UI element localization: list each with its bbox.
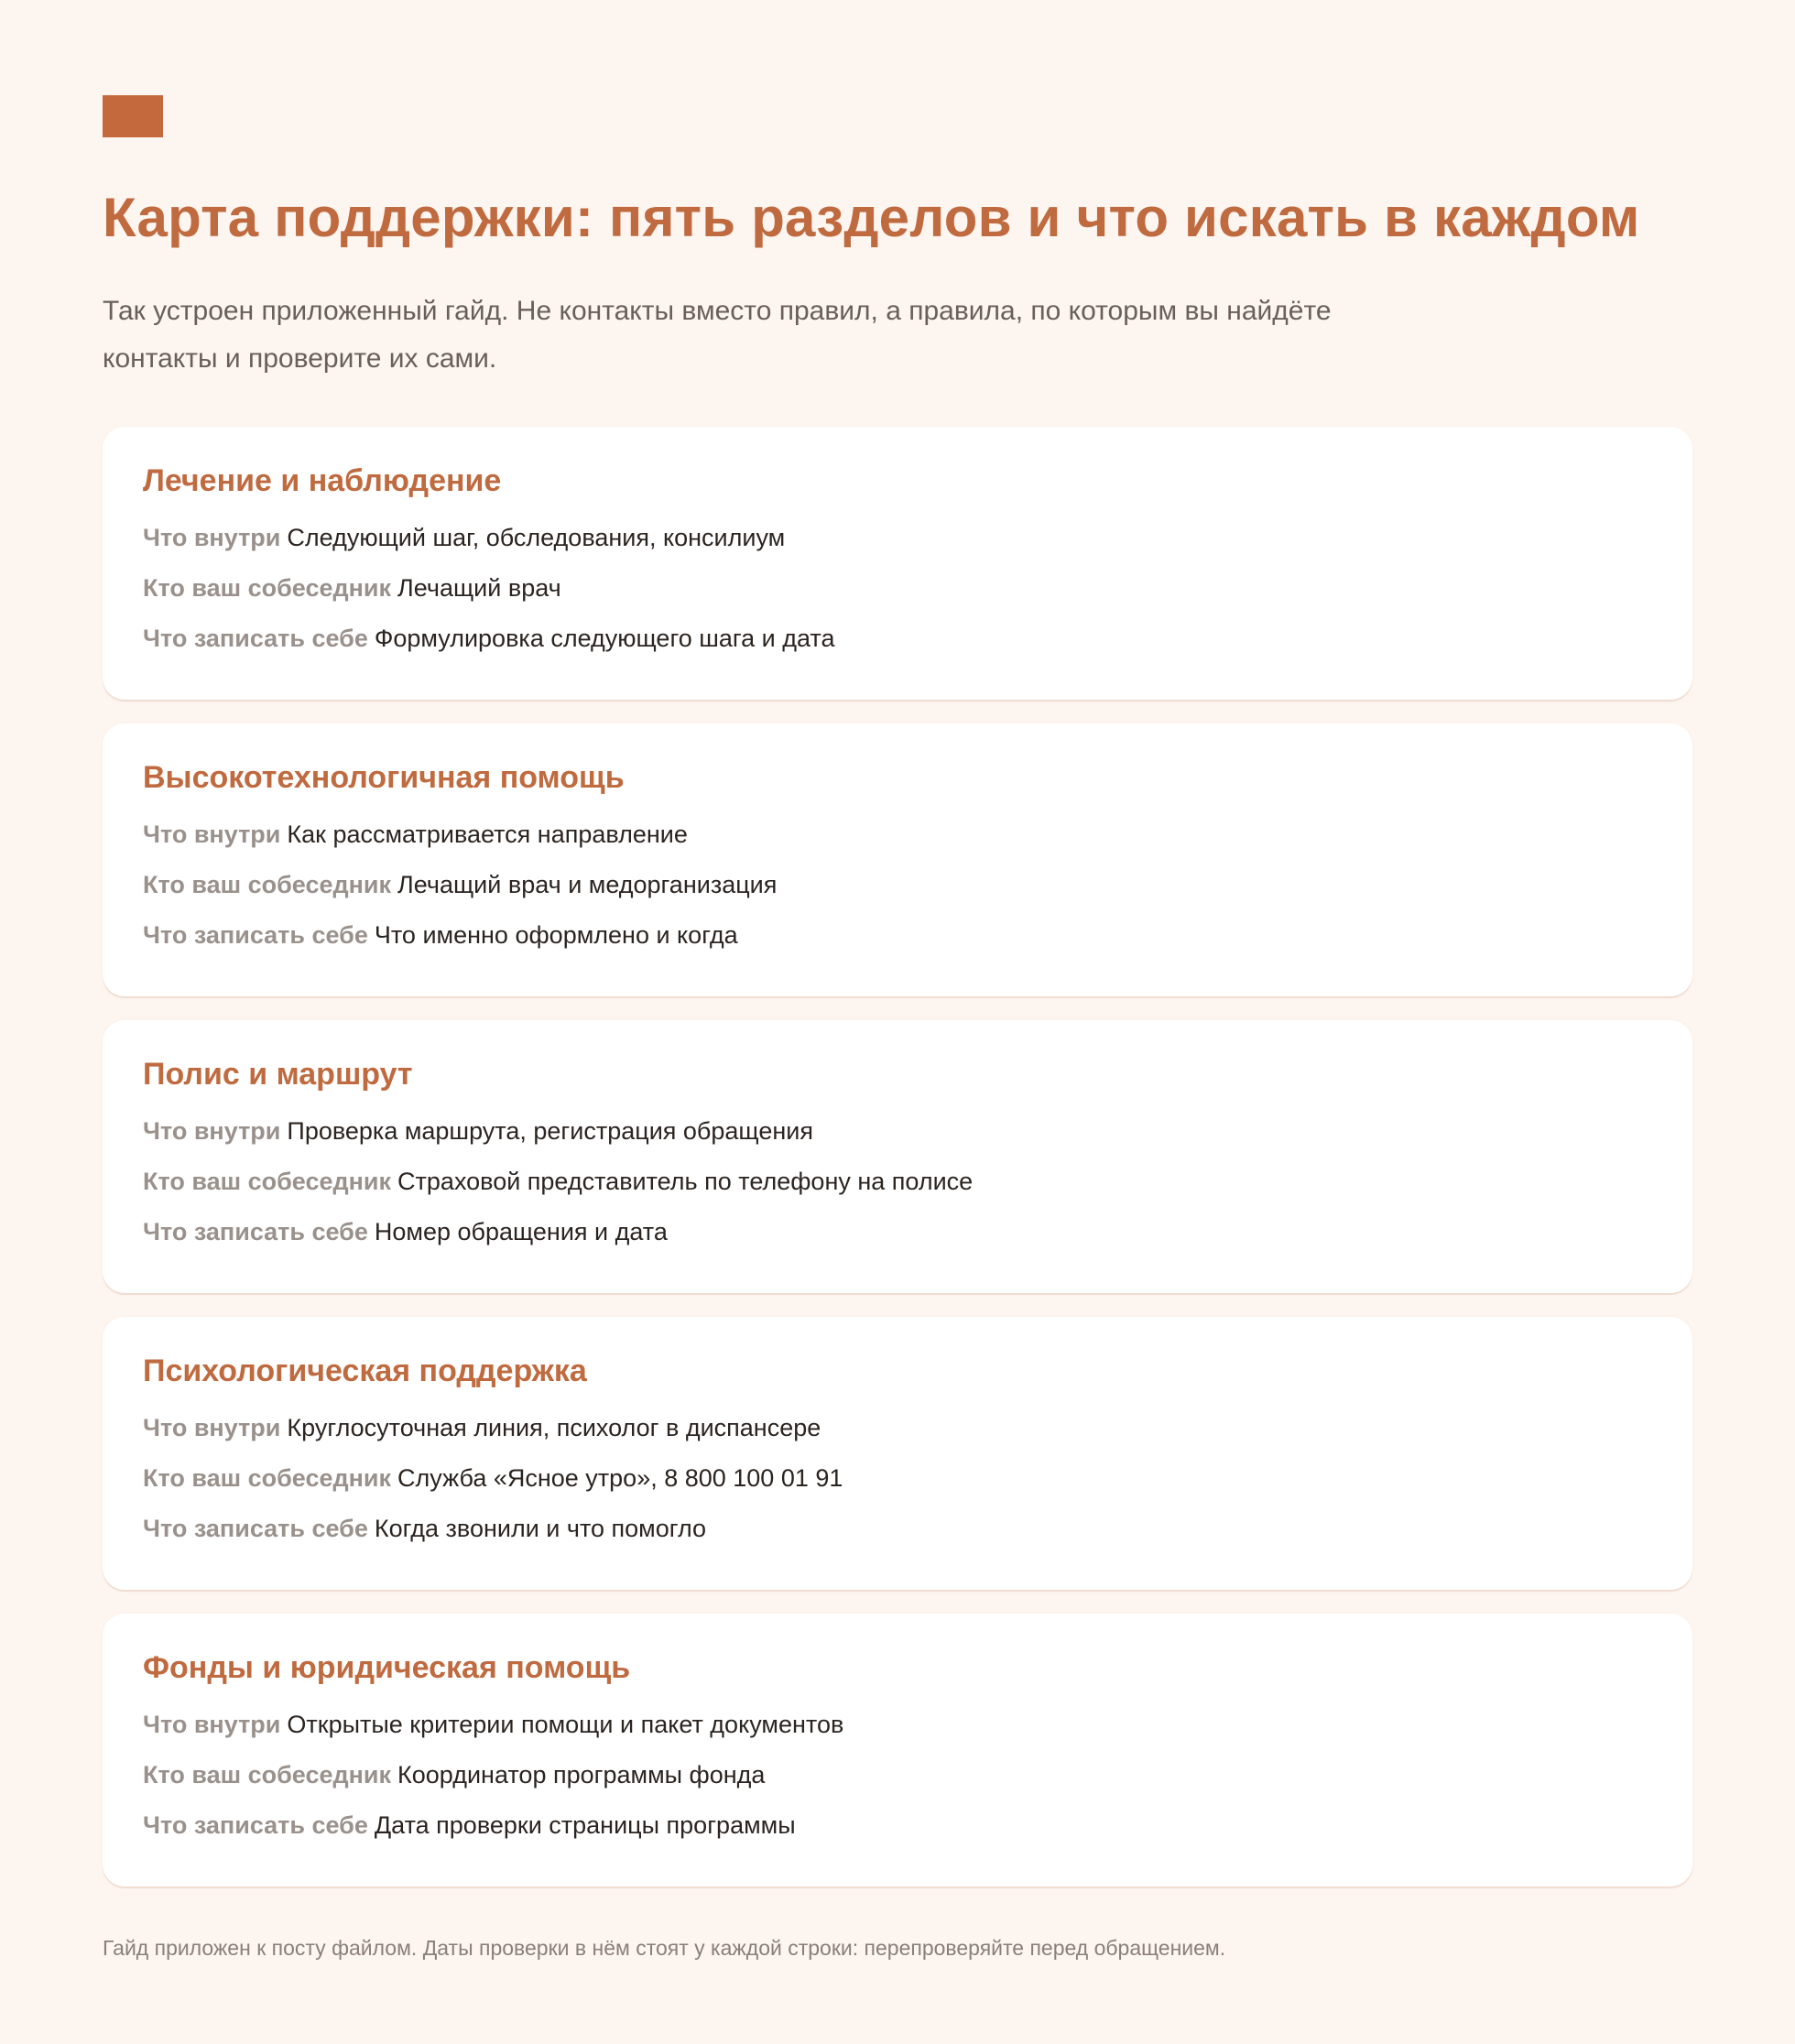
row-label: Что внутри [143,1711,281,1738]
row-contact [143,1453,1652,1504]
row-value: Что именно оформлено и когда [374,921,738,949]
row-label: Кто ваш собеседник [143,871,392,898]
section-title: Высокотехнологичная помощь [143,760,625,795]
row-note [143,910,1652,961]
section-card-funds-legal [103,1614,1692,1886]
row-label: Что записать себе [143,625,368,652]
row-value: Открытые критерии помощи и пакет документов [287,1711,844,1738]
row-value: Как рассматривается направление [287,821,688,848]
row-contact [143,860,1652,910]
section-card-policy-route [103,1020,1692,1293]
row-label: Что записать себе [143,1515,368,1542]
section-title: Фонды и юридическая помощь [143,1650,631,1685]
section-card-treatment [103,427,1692,700]
row-label: Кто ваш собеседник [143,1168,392,1195]
intro-text: Так устроен приложенный гайд. Не контакты вместо правил, а правила, по которым вы найдёте контакты и проверите их сами. [103,296,1332,374]
section-card-psychological-support [103,1317,1692,1590]
row-value: Лечащий врач и медорганизация [397,871,778,898]
row-value: Номер обращения и дата [374,1218,668,1245]
row-label: Что внутри [143,524,281,551]
row-label: Кто ваш собеседник [143,1761,392,1788]
row-value: Дата проверки страницы программы [374,1811,796,1839]
row-label: Кто ваш собеседник [143,574,392,602]
footer-note: Гайд приложен к посту файлом. Даты проверки в нём стоят у каждой строки: перепроверяйте перед обращением. [103,1936,1226,1960]
section-list [103,427,1692,1886]
section-card-high-tech-care [103,723,1692,996]
row-note [143,1207,1652,1257]
row-note [143,1504,1652,1554]
row-inside [143,810,1652,860]
row-contact [143,1750,1652,1800]
row-inside [143,1700,1652,1750]
row-value: Координатор программы фонда [397,1761,766,1788]
row-inside [143,1106,1652,1157]
row-label: Что записать себе [143,1218,368,1245]
row-contact [143,1157,1652,1207]
accent-block [103,95,163,137]
row-label: Что записать себе [143,921,368,949]
section-title: Психологическая поддержка [143,1354,587,1388]
row-label: Кто ваш собеседник [143,1464,392,1492]
row-value: Страховой представитель по телефону на полисе [397,1168,974,1195]
row-label: Что внутри [143,821,281,848]
row-value: Лечащий врач [397,574,561,602]
row-label: Что внутри [143,1117,281,1145]
row-value: Когда звонили и что помогло [374,1515,707,1542]
row-value: Следующий шаг, обследования, консилиум [287,524,786,551]
page-title: Карта поддержки: пять разделов и что искать в каждом [103,187,1640,248]
row-note [143,1800,1652,1851]
row-label: Что записать себе [143,1811,368,1839]
row-note [143,614,1652,664]
row-label: Что внутри [143,1414,281,1441]
row-contact [143,563,1652,614]
section-title: Лечение и наблюдение [143,463,502,498]
section-title: Полис и маршрут [143,1057,413,1092]
row-value: Круглосуточная линия, психолог в диспансере [287,1414,821,1441]
row-inside [143,513,1652,563]
row-value: Проверка маршрута, регистрация обращения [287,1117,813,1145]
row-value: Служба «Ясное утро», 8 800 100 01 91 [397,1464,843,1492]
row-value: Формулировка следующего шага и дата [374,625,835,652]
row-inside [143,1403,1652,1453]
